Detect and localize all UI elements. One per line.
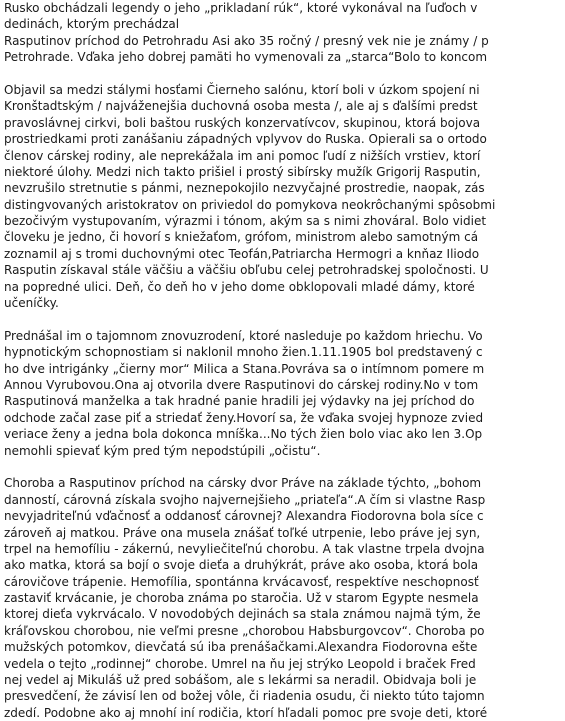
- text-line: mužských potomkov, dievčatá sú iba prenášačkami.Alexandra Fiodorovna ešte: [4, 640, 478, 655]
- paragraph-1: [4, 0, 565, 66]
- paragraph-gap: [4, 66, 565, 82]
- paragraph-gap: [4, 311, 565, 327]
- text-line: trpel na hemofíliu - zákernú, nevyliečiteľnú chorobu. A tak vlastne trpela dvojna: [4, 541, 485, 556]
- paragraph-2: [4, 82, 565, 311]
- text-line: na popredné ulici. Deň, čo deň ho v jeho dome obklopovali mladé dámy, ktoré: [4, 279, 475, 294]
- text-line: dedinách, ktorým prechádzal: [4, 17, 180, 32]
- text-line: učeníčky.: [4, 296, 59, 311]
- text-line: danností, cárovná získala svojho najvernejšieho „priateľa“.A čím si vlastne Rasp: [4, 492, 486, 507]
- text-line: Kronštadtským / najváženejšia duchovná osoba mesta /, ale aj s ďalšími predst: [4, 99, 478, 114]
- document-body: [4, 0, 565, 720]
- text-line: prostriedkami proti zanášaniu západných vplyvov do Ruska. Opierali sa o ortodo: [4, 132, 487, 147]
- text-line: hypnotickým schopnostiam si naklonil mnoho žien.1.11.1905 bol predstavený c: [4, 345, 483, 360]
- text-line: Rusko obchádzali legendy o jeho „prikladaní rúk“, ktoré vykonával na ľuďoch v: [4, 1, 478, 15]
- text-line: Prednášal im o tajomnom znovuzrodení, ktoré nasleduje po každom hriechu. Vo: [4, 328, 483, 343]
- text-line: Rasputinov príchod do Petrohradu Asi ako 35 ročný / presný vek nie je známy / p: [4, 33, 489, 48]
- text-line: človeku je jedno, či hovorí s kniežaťom, grófom, ministrom alebo samotným cá: [4, 230, 479, 245]
- paragraph-gap: [4, 459, 565, 475]
- text-line: cárovičove trápenie. Hemofília, spontánna krvácavosť, respektíve neschopnosť: [4, 574, 479, 589]
- text-line: zoznamil aj s tromi duchovnými otec Teofán,Patriarcha Hermogri a knňaz Iliodo: [4, 246, 480, 261]
- text-line: niektoré úlohy. Medzi nich takto prišiel i prostý sibírsky mužík Grigorij Rasputin,: [4, 164, 481, 179]
- text-line: ktorej dieťa vykrvácalo. V novodobých dejinách sa stala známou najmä tým, že: [4, 607, 481, 622]
- text-line: kráľovskou chorobou, nie veľmi presne „chorobou Habsburgovcov“. Choroba po: [4, 623, 485, 638]
- text-line: nemohli spievať kým pred tým nepodstúpili „očistu“.: [4, 443, 321, 458]
- text-line: bezočivým vystupovaním, výrazmi i tónom, akým sa s nimi zhováral. Bolo vidiet: [4, 214, 487, 229]
- paragraph-4: [4, 475, 565, 721]
- text-line: členov cárskej rodiny, ale neprekážala im ani pomoc ľudí z nižších vrstiev, ktorí: [4, 148, 481, 163]
- text-line: ako matka, ktorá sa bojí o svoje dieťa a druhýkrát, práve ako osoba, ktorá bola: [4, 558, 479, 573]
- text-line: Annou Vyrubovou.Ona aj otvorila dvere Rasputinovi do cárskej rodiny.No v tom: [4, 377, 479, 392]
- text-line: Rasputinová manželka a tak hradné panie hradili jej výdavky na jej príchod do: [4, 394, 475, 409]
- text-line: nevzrušilo stretnutie s pánmi, neznepokojilo nezvyčajné prostredie, naopak, zás: [4, 181, 485, 196]
- text-line: zároveň aj matkou. Práve ona musela znášať toľké utrpenie, lebo práve jej syn,: [4, 525, 481, 540]
- text-line: distingvovaných aristokratov on priviedol do pomykova neokrôchanými spôsobmi: [4, 197, 496, 212]
- text-line: Objavil sa medzi stálymi hosťami Čierneho salónu, ktorí boli v úzkom spojení ni: [4, 82, 480, 97]
- paragraph-3: [4, 328, 565, 459]
- text-line: nej vedel aj Mikuláš už pred sobášom, ale s lekármi sa neradil. Obidvaja boli je: [4, 673, 477, 688]
- text-line: vedela o tejto „rodinnej“ chorobe. Umrel na ňu jej strýko Leopold i braček Fred: [4, 656, 476, 671]
- text-line: nevyjadriteľnú vďačnosť a oddanosť cárovnej? Alexandra Fiodorovna bola síce c: [4, 509, 484, 524]
- text-line-cut-off: zdedí. Podobne ako aj mnohí iní rodičia, ktorí hľadali pomoc pre svoje deti, ktoré: [4, 705, 488, 720]
- text-line: odchode začal zase piť a striedať ženy.Hovorí sa, že vďaka svojej hypnoze zvied: [4, 410, 484, 425]
- text-line: veriace ženy a jedna bola dokonca mníška...No tých žien bolo viac ako len 3.Op: [4, 427, 483, 442]
- text-line: Choroba a Rasputinov príchod na cársky dvor Práve na základe týchto, „bohom: [4, 476, 482, 491]
- text-line: Petrohrade. Vďaka jeho dobrej pamäti ho vymenovali za „starca“Bolo to koncom: [4, 50, 488, 65]
- text-line: zastaviť krvácanie, je choroba známa po staročia. Už v starom Egypte nesmela: [4, 591, 479, 606]
- text-line: pravoslávnej cirkvi, boli baštou ruských konzervatívcov, skupinou, ktorá bojova: [4, 115, 481, 130]
- text-line: Rasputin získaval stále väčšiu a väčšiu obľubu celej petrohradskej spoločnosti. U: [4, 263, 489, 278]
- text-line: presvedčení, že závisí len od božej vôle, či riadenia osudu, či niekto túto tajomn: [4, 689, 485, 704]
- text-line: ho dve intrigánky „čierny mor“ Milica a Stana.Povráva sa o intímnom pomere m: [4, 361, 485, 376]
